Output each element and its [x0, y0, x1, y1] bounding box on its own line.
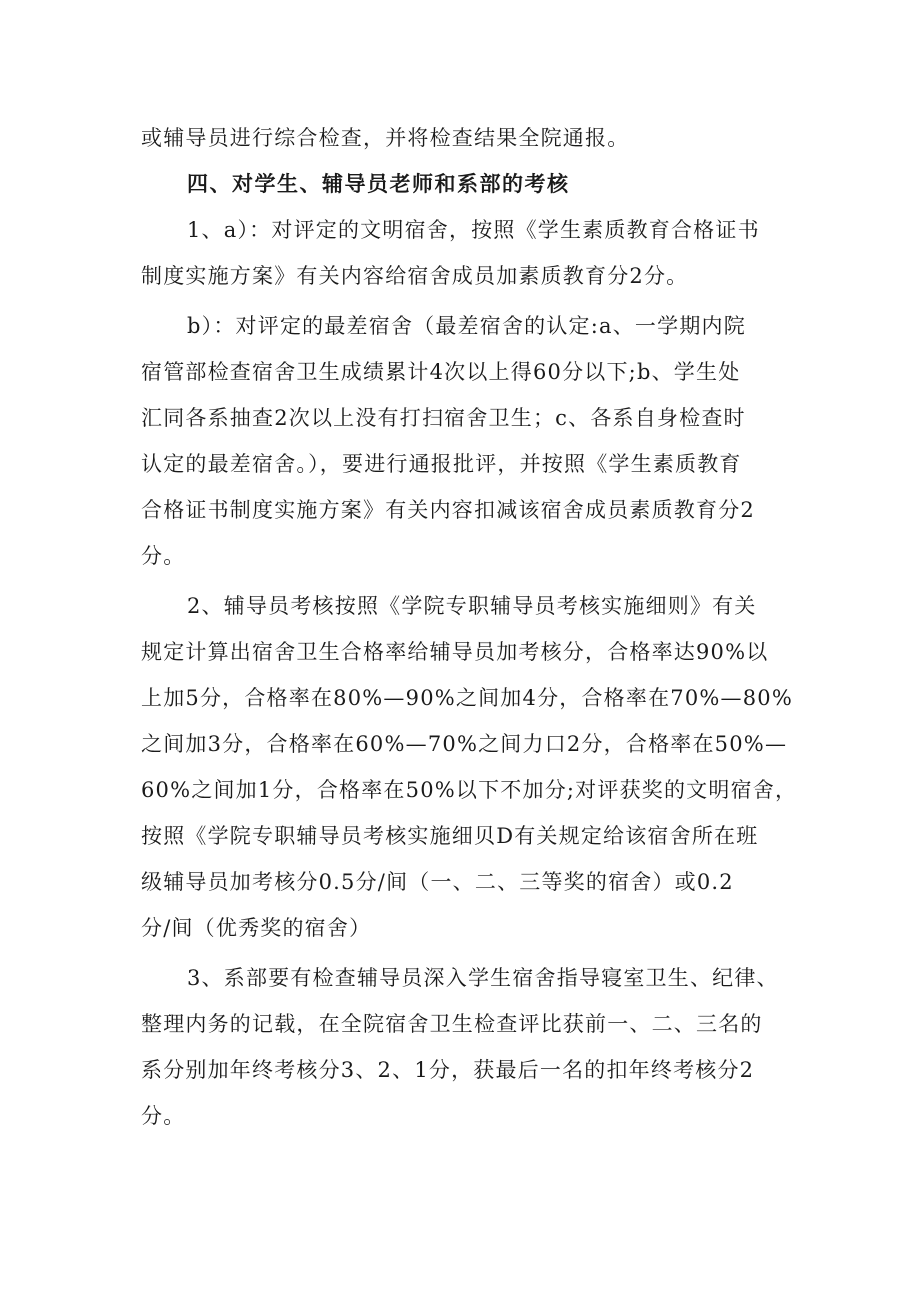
- paragraph-line: 分。: [141, 1104, 186, 1128]
- paragraph-line: 规定计算出宿舍卫生合格率给辅导员加考核分，合格率达90%以: [141, 640, 769, 664]
- paragraph-line: 制度实施方案》有关内容给宿舍成员加素质教育分2分。: [141, 264, 689, 288]
- paragraph-line: 系分别加年终考核分3、2、1分，获最后一名的扣年终考核分2: [141, 1058, 755, 1082]
- paragraph-line: 60%之间加1分，合格率在50%以下不加分;对评获奖的文明宿舍，: [141, 778, 798, 802]
- paragraph-line: 分/间（优秀奖的宿舍）: [141, 916, 372, 940]
- paragraph-line: 之间加3分，合格率在60%—70%之间力口2分，合格率在50%—: [141, 732, 788, 756]
- paragraph-line: 认定的最差宿舍。），要进行通报批评，并按照《学生素质教育: [141, 452, 742, 476]
- paragraph-line: 宿管部检查宿舍卫生成绩累计4次以上得60分以下;b、学生处: [141, 360, 741, 384]
- section-heading: 四、对学生、辅导员老师和系部的考核: [187, 172, 570, 196]
- paragraph-line: 上加5分，合格率在80%—90%之间加4分，合格率在70%—80%: [141, 686, 794, 710]
- paragraph-line: 按照《学院专职辅导员考核实施细贝D有关规定给该宿舍所在班: [141, 824, 759, 848]
- paragraph-line: 整理内务的记载，在全院宿舍卫生检查评比获前一、二、三名的: [141, 1012, 763, 1036]
- paragraph-line: 2、辅导员考核按照《学院专职辅导员考核实施细则》有关: [187, 594, 757, 618]
- paragraph-line: 汇同各系抽查2次以上没有打扫宿舍卫生；c、各系自身检查时: [141, 406, 746, 430]
- paragraph-line: 或辅导员进行综合检查，并将检查结果全院通报。: [141, 126, 630, 150]
- paragraph-line: 级辅导员加考核分0.5分/间（一、二、三等奖的宿舍）或0.2: [141, 870, 734, 894]
- paragraph-line: 3、系部要有检查辅导员深入学生宿舍指导寝室卫生、纪律、: [187, 966, 779, 990]
- paragraph-line: 1、a）：对评定的文明宿舍，按照《学生素质教育合格证书: [187, 218, 760, 242]
- paragraph-line: b）：对评定的最差宿舍（最差宿舍的认定:a、一学期内院: [187, 314, 746, 338]
- paragraph-line: 分。: [141, 544, 186, 568]
- document-body: [141, 115, 798, 1139]
- paragraph-line: 合格证书制度实施方案》有关内容扣减该宿舍成员素质教育分2: [141, 498, 755, 522]
